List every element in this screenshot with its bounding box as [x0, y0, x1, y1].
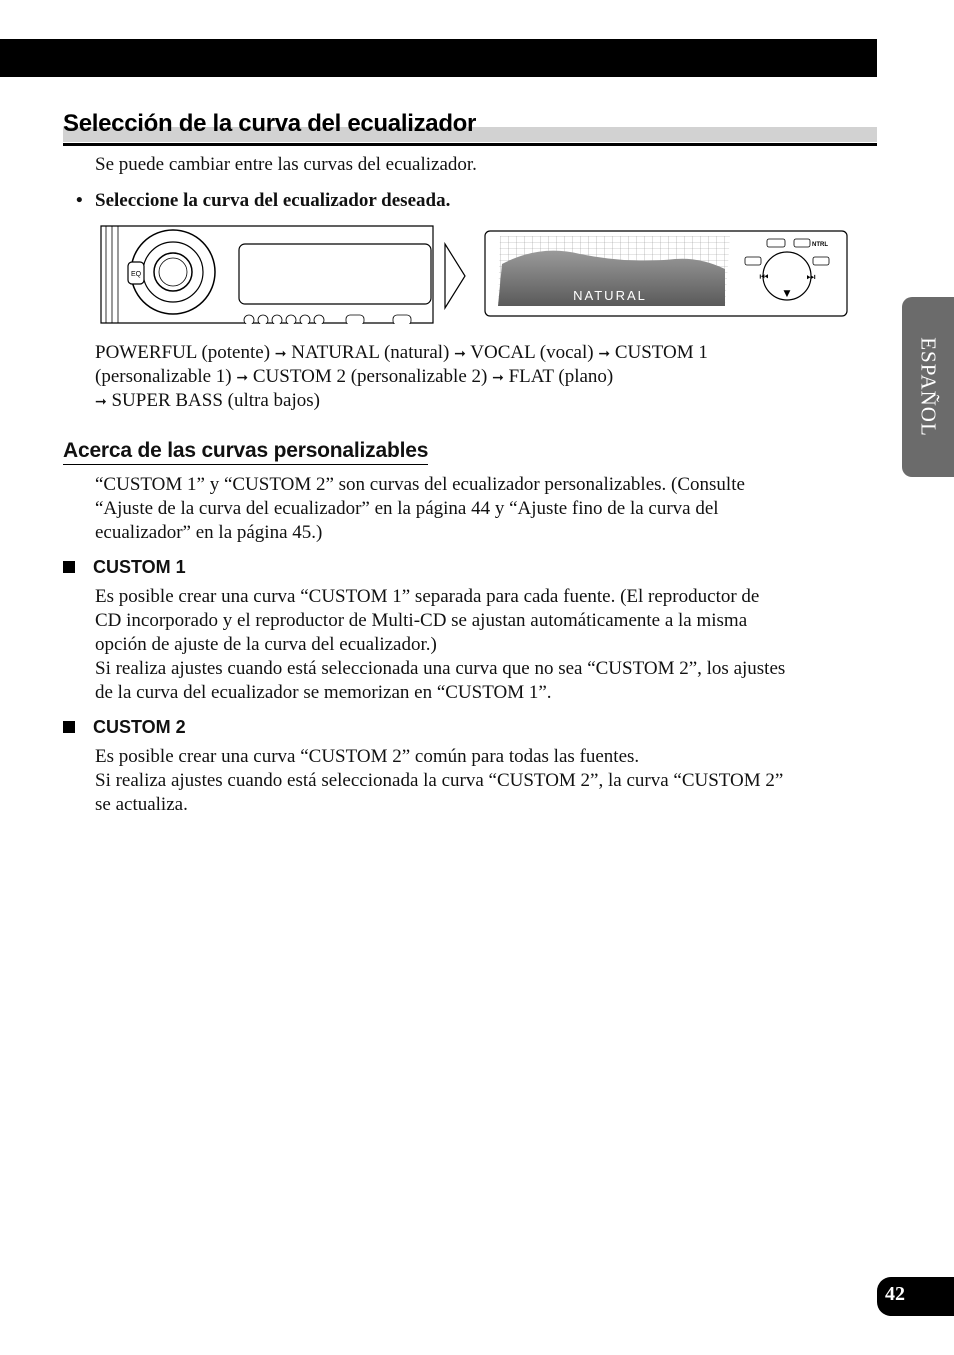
square-bullet-icon: [63, 561, 75, 573]
arrow-icon: ➞: [95, 395, 107, 410]
custom1-line: opción de ajuste de la curva del ecualizador.): [95, 634, 437, 655]
custom2-line: Si realiza ajustes cuando está seleccionada la curva “CUSTOM 2”, la curva “CUSTOM 2”: [95, 770, 784, 791]
language-label: ESPAÑOL: [916, 337, 941, 437]
sequence-line-1: POWERFUL (potente) ➞ NATURAL (natural) ➞ VOCAL (vocal) ➞ CUSTOM 1: [95, 342, 708, 363]
custom1-line: de la curva del ecualizador se memorizan en “CUSTOM 1”.: [95, 682, 552, 703]
section-heading: [63, 110, 877, 146]
arrow-icon: ➞: [236, 371, 249, 386]
custom2-line: se actualiza.: [95, 794, 188, 815]
custom-curves-heading: Acerca de las curvas personalizables: [63, 439, 428, 465]
square-bullet-icon: [63, 721, 75, 733]
custom-intro-line: “Ajuste de la curva del ecualizador” en la página 44 y “Ajuste fino de la curva del: [95, 498, 719, 519]
svg-text:EQ: EQ: [130, 271, 142, 278]
custom1-line: Es posible crear una curva “CUSTOM 1” separada para cada fuente. (El reproductor de: [95, 586, 760, 607]
sequence-line-2: (personalizable 1) ➞ CUSTOM 2 (personalizable 2) ➞ FLAT (plano): [95, 366, 614, 387]
custom1-heading: CUSTOM 1: [63, 557, 186, 578]
page-number: 42: [885, 1283, 905, 1305]
custom2-heading: CUSTOM 2: [63, 717, 186, 738]
custom-intro-line: ecualizador” en la página 45.): [95, 522, 323, 543]
head-unit-panel: [101, 226, 433, 324]
header-bar: [0, 39, 877, 77]
display-panel: [485, 231, 847, 316]
page-number-badge: [877, 1277, 954, 1316]
arrow-icon: [445, 244, 465, 308]
next-track-icon: ⏭: [806, 272, 816, 283]
arrow-icon: ➞: [598, 347, 611, 362]
custom-intro-line: “CUSTOM 1” y “CUSTOM 2” son curvas del ecualizador personalizables. (Consulte: [95, 474, 745, 495]
eq-button[interactable]: [128, 262, 144, 284]
arrow-icon: ➞: [492, 371, 504, 386]
custom2-line: Es posible crear una curva “CUSTOM 2” común para todas las fuentes.: [95, 746, 640, 767]
equalizer-illustration: [100, 224, 850, 324]
previous-track-icon: ⏮: [759, 272, 769, 283]
custom1-line: CD incorporado y el reproductor de Multi-CD se ajustan automáticamente a la misma: [95, 610, 748, 631]
section-intro: Se puede cambiar entre las curvas del ecualizador.: [95, 154, 477, 175]
custom1-line: Si realiza ajustes cuando está seleccionada una curva que no sea “CUSTOM 2”, los ajustes: [95, 658, 786, 679]
sequence-line-3: ➞ SUPER BASS (ultra bajos): [95, 390, 320, 411]
section-title: Selección de la curva del ecualizador: [63, 110, 477, 137]
arrow-icon: ➞: [454, 347, 466, 362]
svg-text:NTRL: NTRL: [812, 242, 828, 248]
instruction-bullet: • Seleccione la curva del ecualizador deseada.: [76, 190, 451, 211]
eq-curve-name: NATURAL: [573, 288, 647, 303]
language-tab: [902, 297, 954, 477]
down-arrow-icon: ▼: [783, 289, 791, 299]
arrow-icon: ➞: [274, 347, 287, 362]
instruction-text: Seleccione la curva del ecualizador deseada.: [95, 190, 451, 211]
